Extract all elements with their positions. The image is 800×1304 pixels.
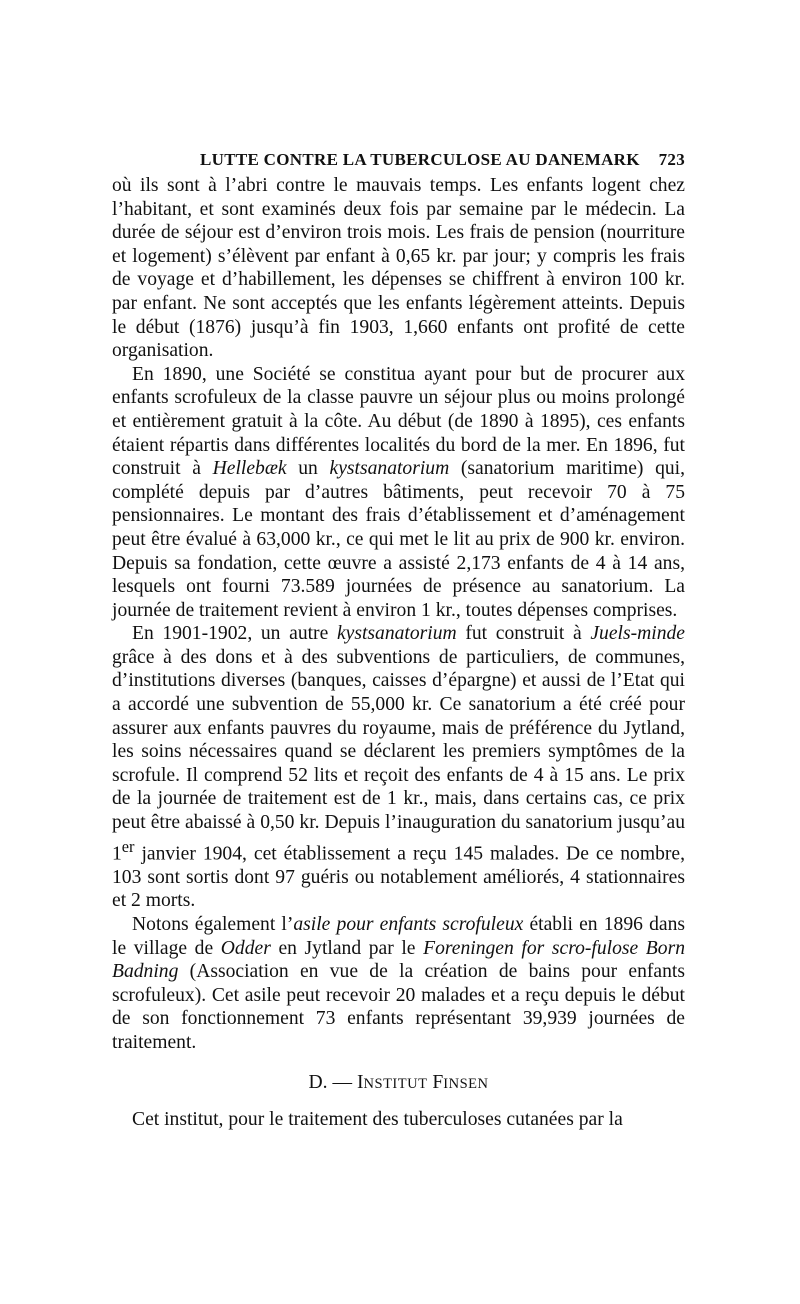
italic-run: Foreningen for scro-fulose Born Badning xyxy=(112,937,685,983)
section-title: INSTITUT FINSEN xyxy=(357,1071,489,1093)
running-head xyxy=(112,146,685,174)
text-run: Notons également l’ xyxy=(132,913,294,935)
book-page xyxy=(112,146,685,1131)
running-head-title: LUTTE CONTRE LA TUBERCULOSE AU DANEMARK xyxy=(200,150,640,169)
continued-paragraph: Cet institut, pour le traitement des tuberculoses cutanées par la xyxy=(132,1108,623,1130)
text-run: janvier 1904, cet établissement a reçu 145 malades. De ce nombre, 103 sont sortis dont 97 guéris ou notablement améliorés, 4 stationnaires et 2 morts. xyxy=(112,843,685,912)
section-heading xyxy=(112,1071,685,1096)
text-run: er xyxy=(121,836,135,856)
text-run: où ils sont à l’abri contre le mauvais temps. Les enfants logent chez l’habitant, et sont examinés deux fois par semaine par le médecin. La durée de séjour est d’environ trois mois. Les frais de pension (nourriture et logement) s’élèvent par enfant à 0,65 kr. par jour; y compris les frais de voyage et d’habillement, les dépenses se chiffrent à environ 100 kr. par enfant. Ne sont acceptés que les enfants légèrement atteints. Depuis le début (1876) jusqu’à fin 1903, 1,660 enfants ont profité de cette organisation. xyxy=(112,175,685,362)
text-run: fut construit à xyxy=(456,623,591,645)
italic-run: kystsanatorium xyxy=(336,623,457,645)
paragraph xyxy=(112,622,685,913)
text-run: (sanatorium maritime) qui, complété depuis par d’autres bâtiments, peut recevoir 70 à 75 pensionnaires. Le montant des frais d’établissement et d’aménagement peut être évalué à 63,000 kr., ce qui met le lit au prix de 900 kr. environ. Depuis sa fondation, cette œuvre a assisté 2,173 enfants de 4 à 14 ans, lesquels ont fourni 73.589 journées de présence au sanatorium. La journée de traitement revient à environ 1 kr., toutes dépenses comprises. xyxy=(112,458,686,621)
paragraph xyxy=(112,363,685,623)
italic-run: kystsanatorium xyxy=(329,458,450,480)
text-run: établi en 1896 dans le village de xyxy=(112,913,685,959)
section-dash: — xyxy=(332,1071,353,1093)
section-letter: D. xyxy=(308,1071,328,1093)
italic-run: asile pour enfants scrofuleux xyxy=(293,913,524,935)
body-text xyxy=(112,174,685,1055)
text-run: en Jytland par le xyxy=(270,937,424,959)
text-run: (Association en vue de la création de bains pour enfants scrofuleux). Cet asile peut recevoir 20 malades et a reçu depuis le début de son fonctionnement 73 enfants représentant 39,939 journées de traitement. xyxy=(112,961,685,1053)
text-run: En 1890, une Société se constitua ayant pour but de procurer aux enfants scrofuleux de la classe pauvre un séjour plus ou moins prolongé et entièrement gratuit à la côte. Au début (de 1890 à 1895), ces enfants étaient répartis dans différentes localités du bord de la mer. En 1896, fut construit à xyxy=(112,363,685,480)
text-run: En 1901-1902, un autre xyxy=(132,623,337,645)
text-run: un xyxy=(286,458,330,480)
paragraph xyxy=(112,913,685,1055)
italic-run: Juels-minde xyxy=(590,623,685,645)
paragraph xyxy=(112,174,685,363)
italic-run: Odder xyxy=(220,937,271,959)
text-run: grâce à des dons et à des subventions de particuliers, de communes, d’institutions diverses (banques, caisses d’épargne) et aussi de l’Etat qui a accordé une subvention de 55,000 kr. Ce sanatorium a été créé pour assurer aux enfants pauvres du royaume, mais de préférence du Jytland, les soins nécessaires quand se déclarent les premiers symptômes de la scrofule. Il comprend 52 lits et reçoit des enfants de 4 à 15 ans. Le prix de la journée de traitement est de 1 kr., mais, dans certains cas, ce prix peut être abaissé à 0,50 kr. Depuis l’inauguration du sanatorium jusqu’au 1 xyxy=(112,646,685,865)
page-number: 723 xyxy=(658,150,685,169)
italic-run: Hellebæk xyxy=(212,458,287,480)
